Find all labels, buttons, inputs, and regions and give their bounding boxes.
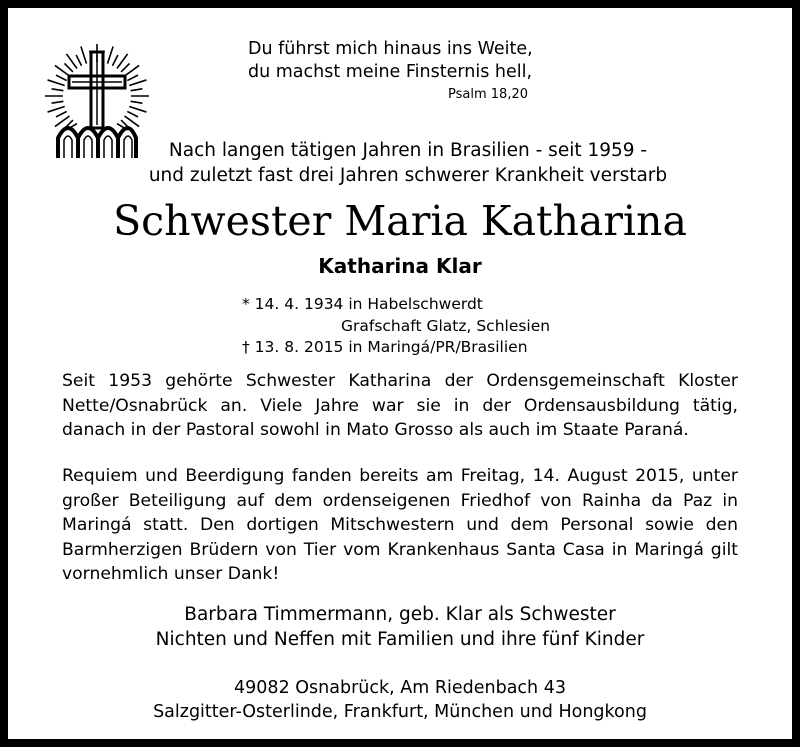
mourners-line-1: Barbara Timmermann, geb. Klar als Schwester [184,604,616,625]
life-dates [242,294,562,359]
verse-reference: Psalm 18,20 [448,87,528,102]
civil-name: Katharina Klar [318,254,482,278]
verse-line-1: Du führst mich hinaus ins Weite, [248,39,533,59]
address-line-1: 49082 Osnabrück, Am Riedenbach 43 [234,678,566,698]
birth-date: * 14. 4. 1934 in Habelschwerdt [242,295,483,313]
address-line-2: Salzgitter-Osterlinde, Frankfurt, München und Hongkong [153,702,647,722]
biography-paragraph: Seit 1953 gehörte Schwester Katharina der Ordensgemeinschaft Kloster Nette/Osnabrück an. Viele Jahre war sie in der Ordensausbildung tätig, danach in der Pastoral sowohl in Mato Grosso als auch im Staate Paraná. [62,371,738,440]
intro-text [68,138,748,188]
deceased-name: Schwester Maria Katharina [113,197,687,245]
funeral-paragraph: Requiem und Beerdigung fanden bereits am Freitag, 14. August 2015, unter großer Beteiligung auf dem ordenseigenen Friedhof von Rainha da Paz in Maringá statt. Den dortigen Mitschwestern und dem Personal sowie den Barmherzigen Brüdern von Tier vom Krankenhaus Santa Casa in Maringá gilt vornehmlich unser Dank! [62,466,738,584]
mourners [8,602,792,652]
death-date: † 13. 8. 2015 in Maringá/PR/Brasilien [242,338,528,356]
verse-line-2: du machst meine Finsternis hell, [248,62,533,82]
mourners-line-2: Nichten und Neffen mit Familien und ihre fünf Kinder [155,629,645,650]
birth-region: Grafschaft Glatz, Schlesien [341,316,551,335]
bible-verse [248,38,533,104]
intro-line-2: und zuletzt fast drei Jahren schwerer Krankheit verstarb [148,165,668,186]
intro-line-1: Nach langen tätigen Jahren in Brasilien - seit 1959 - [168,140,648,161]
address [8,676,792,724]
